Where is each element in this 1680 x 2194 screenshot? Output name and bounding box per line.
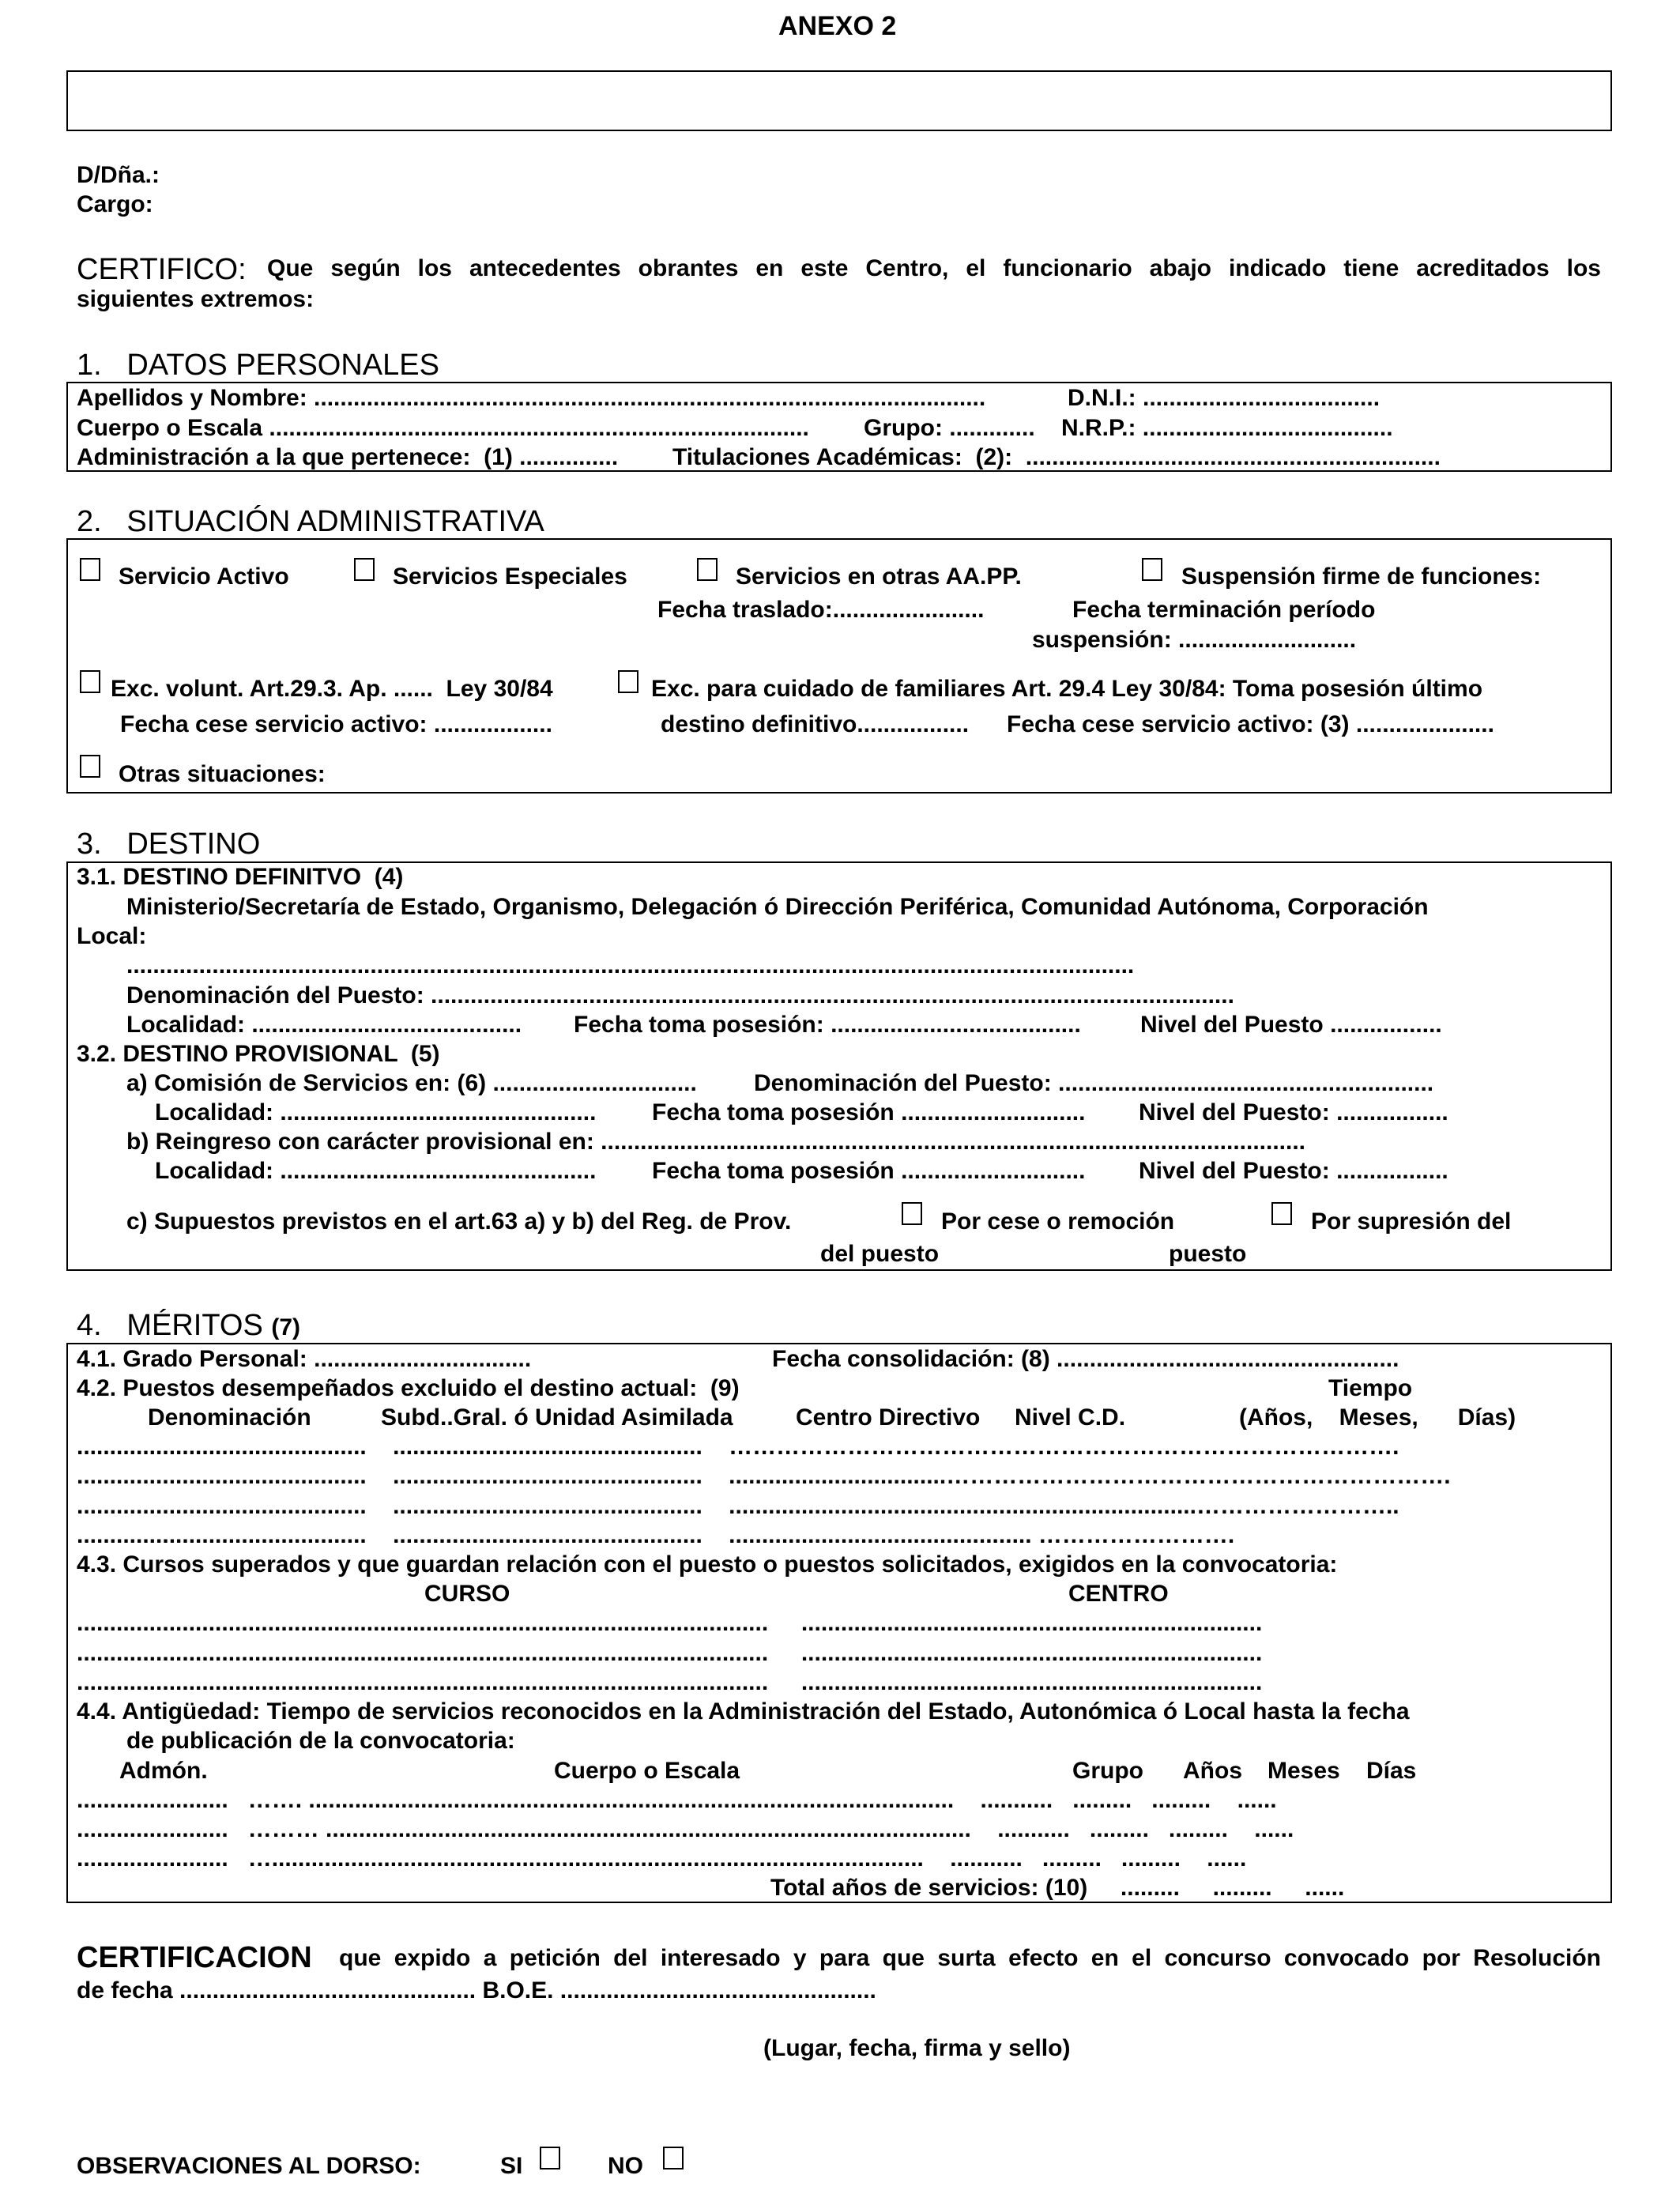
col-centro: CENTRO (1068, 1581, 1169, 1607)
checkbox-exc-familiares[interactable] (618, 670, 638, 693)
fecha-toma-2[interactable]: Fecha toma posesión ............................ (652, 1099, 1086, 1125)
localidad-1[interactable]: Localidad: ......................................... (126, 1012, 522, 1038)
checkbox-obs-no[interactable] (663, 2147, 684, 2169)
obs-no-label: NO (608, 2153, 643, 2179)
opt-exc-familiares: Exc. para cuidado de familiares Art. 29.4 Ley 30/84: Toma posesión último (651, 676, 1483, 702)
checkbox-exc-volunt[interactable] (80, 670, 100, 693)
observaciones-label: OBSERVACIONES AL DORSO: (77, 2153, 421, 2179)
destino-provisional-heading: 3.2. DESTINO PROVISIONAL (5) (77, 1041, 440, 1067)
s1-dni[interactable]: D.N.I.: .................................... (1068, 385, 1381, 411)
checkbox-servicios-especiales[interactable] (354, 558, 375, 581)
obs-si-label: SI (500, 2153, 523, 2179)
dna-label: D/Dña.: (77, 162, 160, 188)
antiguedad-row[interactable]: ....................... …................................................................................................... ........... ......... ......... ...... (77, 1845, 1247, 1872)
col-anos: Años (1183, 1758, 1242, 1784)
fecha-terminacion: Fecha terminación período (1072, 597, 1376, 623)
fecha-consolidacion[interactable]: Fecha consolidación: (8) .................................................... (772, 1346, 1399, 1372)
certifico-keyword (77, 254, 247, 285)
antiguedad-row[interactable]: ....................... ……… .................................................................................................. ........... ......... ......... ...... (77, 1816, 1294, 1842)
puestos-row[interactable]: ............................................ ............................................... .................................………………………………………………………. (77, 1463, 1451, 1489)
opt-otras-situaciones: Otras situaciones: (119, 761, 326, 787)
certificacion-keyword: CERTIFICACION (77, 1941, 312, 1974)
opt-servicios-otras: Servicios en otras AA.PP. (736, 564, 1022, 590)
puestos-row[interactable]: ............................................ ............................................... …………………………………………………………………………. (77, 1434, 1399, 1460)
s1-nrp[interactable]: N.R.P.: ...................................... (1061, 415, 1393, 441)
ministerio-field[interactable]: ......................................................................................................................................................... (126, 952, 1135, 978)
checkbox-supresion[interactable] (1271, 1202, 1292, 1225)
total-anos-servicios[interactable]: Total años de servicios: (10) ......... ......... ...... (770, 1875, 1345, 1901)
puestos-row[interactable]: ............................................ ............................................... .......................................................................…………………….. (77, 1493, 1399, 1519)
ministerio-label: Ministerio/Secretaría de Estado, Organismo, Delegación ó Dirección Periférica, Comunidad Autónoma, Corporación (126, 894, 1429, 920)
nivel-puesto-1[interactable]: Nivel del Puesto ................. (1140, 1012, 1442, 1038)
certificacion-line1: que expido a petición del interesado y para que surta efecto en el concurso convocado por Resolución (339, 1945, 1601, 1971)
checkbox-servicio-activo[interactable] (80, 558, 100, 581)
col-denominacion: Denominación (148, 1404, 311, 1431)
antiguedad-label-2: de publicación de la convocatoria: (126, 1728, 515, 1754)
certifico-word: CERTIFICO: (77, 253, 247, 286)
col-curso: CURSO (424, 1581, 510, 1607)
s1-cuerpo[interactable]: Cuerpo o Escala .................................................................................. (77, 415, 809, 441)
header-blank-box[interactable] (66, 70, 1612, 131)
certifico-line1: Que según los antecedentes obrantes en este Centro, el funcionario abajo indicado tiene acreditados los (267, 255, 1601, 281)
denominacion-puesto-2[interactable]: Denominación del Puesto: ......................................................... (754, 1070, 1434, 1096)
cargo-label: Cargo: (77, 191, 153, 217)
fecha-cese-1[interactable]: Fecha cese servicio activo: .................. (120, 711, 552, 737)
section4-title (77, 1310, 300, 1340)
col-cuerpo-escala: Cuerpo o Escala (554, 1758, 740, 1784)
opt-puesto: puesto (1169, 1241, 1247, 1267)
opt-suspension: Suspensión firme de funciones: (1181, 564, 1542, 590)
puestos-row[interactable]: ............................................ ............................................... .............................................. ……………………. (77, 1522, 1235, 1548)
opt-del-puesto: del puesto (820, 1241, 940, 1267)
section1-title: 1. DATOS PERSONALES (77, 349, 439, 382)
grado-personal[interactable]: 4.1. Grado Personal: ................................. (77, 1346, 532, 1372)
comision-servicios[interactable]: a) Comisión de Servicios en: (6) ............................... (126, 1070, 697, 1096)
reingreso-provisional[interactable]: b) Reingreso con carácter provisional en: ........................................................................................................... (126, 1129, 1306, 1155)
col-subdireccion: Subd..Gral. ó Unidad Asimilada (381, 1404, 733, 1431)
section4-title-note: (7) (271, 1314, 301, 1340)
s1-grupo[interactable]: Grupo: ............. (864, 415, 1035, 441)
tiempo-label: Tiempo (1328, 1375, 1413, 1401)
col-tiempo: (Años, Meses, Días) (1239, 1404, 1516, 1431)
opt-exc-volunt: Exc. volunt. Art.29.3. Ap. ...... Ley 30/84 (111, 676, 553, 702)
destino-definitivo-field[interactable]: destino definitivo................. (661, 711, 970, 737)
opt-servicios-especiales: Servicios Especiales (393, 564, 627, 590)
cursos-row[interactable]: ......................................................................................................... ...................................................................... (77, 1640, 1263, 1666)
section4-title-text: 4. MÉRITOS (77, 1309, 263, 1342)
checkbox-otras-situaciones[interactable] (80, 755, 100, 778)
section3-title: 3. DESTINO (77, 827, 261, 861)
antiguedad-row[interactable]: ....................... ……. .................................................................................................. ........... ......... ......... ...... (77, 1787, 1277, 1813)
opt-supresion: Por supresión del (1311, 1208, 1512, 1235)
cursos-row[interactable]: ......................................................................................................... ...................................................................... (77, 1610, 1263, 1636)
puestos-desempenados: 4.2. Puestos desempeñados excluido el destino actual: (9) (77, 1375, 740, 1401)
s1-administracion[interactable]: Administración a la que pertenece: (1) ............... (77, 444, 619, 470)
col-centro-directivo: Centro Directivo (796, 1404, 981, 1431)
section2-title: 2. SITUACIÓN ADMINISTRATIVA (77, 505, 544, 538)
checkbox-obs-si[interactable] (540, 2147, 560, 2169)
col-dias: Días (1366, 1758, 1417, 1784)
antiguedad-label-1: 4.4. Antigüedad: Tiempo de servicios reconocidos en la Administración del Estado, Autonómica ó Local hasta la fecha (77, 1698, 1410, 1725)
opt-servicio-activo: Servicio Activo (119, 564, 289, 590)
col-grupo: Grupo (1072, 1758, 1143, 1784)
checkbox-suspension[interactable] (1142, 558, 1162, 581)
supuestos-label: c) Supuestos previstos en el art.63 a) y b) del Reg. de Prov. (126, 1208, 792, 1235)
opt-cese-remocion: Por cese o remoción (941, 1208, 1175, 1235)
col-meses: Meses (1268, 1758, 1340, 1784)
fecha-toma-3[interactable]: Fecha toma posesión ............................ (652, 1158, 1086, 1184)
lugar-fecha-firma: (Lugar, fecha, firma y sello) (763, 2035, 1071, 2061)
s1-titulaciones[interactable]: Titulaciones Académicas: (2): ............................................................... (672, 444, 1441, 470)
fecha-traslado[interactable]: Fecha traslado:....................... (657, 597, 985, 623)
col-admon: Admón. (119, 1758, 208, 1784)
cursos-label: 4.3. Cursos superados y que guardan relación con el puesto o puestos solicitados, exigidos en la convocatoria: (77, 1551, 1338, 1578)
fecha-toma-1[interactable]: Fecha toma posesión: ...................................... (574, 1012, 1081, 1038)
checkbox-cese-remocion[interactable] (902, 1202, 922, 1225)
certifico-line2: siguientes extremos: (77, 286, 315, 312)
destino-definitivo-heading: 3.1. DESTINO DEFINITVO (4) (77, 864, 404, 890)
fecha-cese-2[interactable]: Fecha cese servicio activo: (3) ..................... (1007, 711, 1494, 737)
col-nivel: Nivel C.D. (1015, 1404, 1126, 1431)
nivel-puesto-2[interactable]: Nivel del Puesto: ................. (1139, 1099, 1448, 1125)
denominacion-puesto-1[interactable]: Denominación del Puesto: .......................................................................................................................... (126, 982, 1234, 1008)
nivel-puesto-3[interactable]: Nivel del Puesto: ................. (1139, 1158, 1448, 1184)
local-label: Local: (77, 923, 147, 949)
suspension-field[interactable]: suspensión: ........................... (1032, 627, 1357, 653)
checkbox-servicios-otras[interactable] (697, 558, 718, 581)
localidad-3[interactable]: Localidad: ................................................ (155, 1158, 597, 1184)
localidad-2[interactable]: Localidad: ................................................ (155, 1099, 597, 1125)
annex-title: ANEXO 2 (778, 11, 897, 41)
s1-apellidos[interactable]: Apellidos y Nombre: ...................................................................................................... (77, 385, 986, 411)
certificacion-line2[interactable]: de fecha ............................................. B.O.E. ................................................ (77, 1977, 876, 2004)
cursos-row[interactable]: ......................................................................................................... ...................................................................... (77, 1669, 1263, 1695)
